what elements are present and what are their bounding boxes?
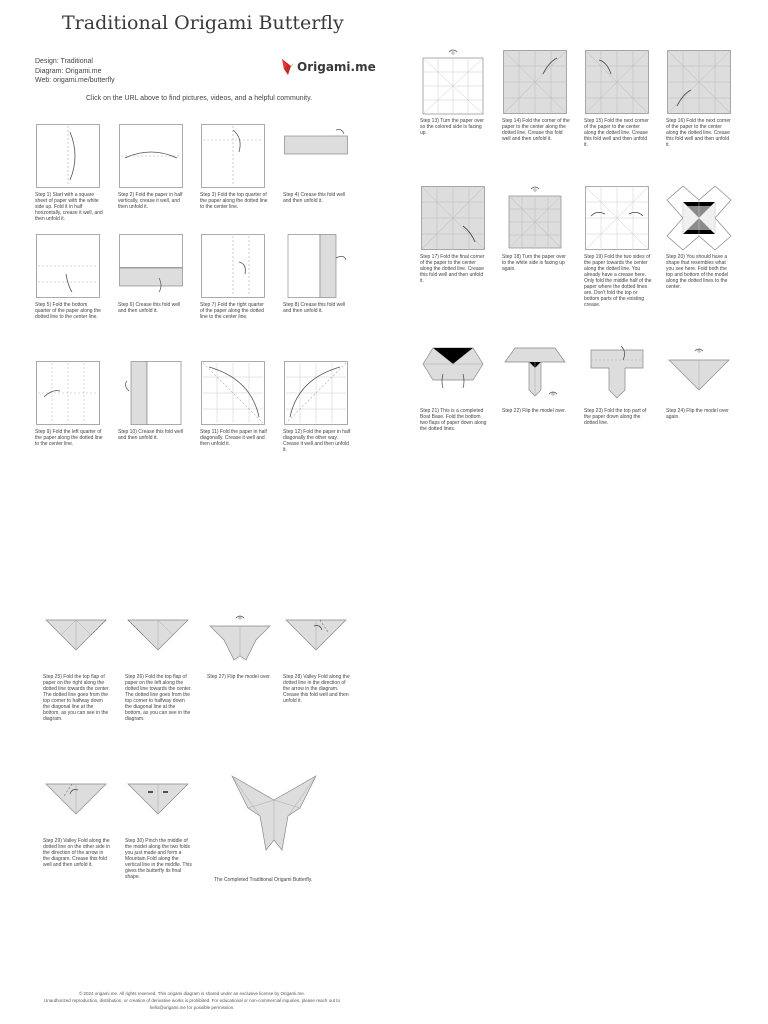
- step-11: [200, 361, 270, 447]
- design-credit: Design: Traditional: [35, 58, 93, 65]
- final-caption: The Completed Traditional Origami Butterfly.: [214, 877, 313, 883]
- step-4-caption: Step 4) Crease this fold well and then unfold it.: [283, 192, 346, 204]
- step-13-caption: Step 13) Turn the paper over so the colored side is facing up.: [420, 118, 484, 136]
- step-25: [43, 606, 113, 722]
- step-22: [502, 340, 572, 414]
- step-16-caption: Step 16) Fold the next corner of the paper to the center along the dotted line. Crease this fold well and then unfold it.: [666, 118, 731, 148]
- step-14-diagram: [503, 50, 567, 114]
- crane-logo-icon: [279, 57, 295, 77]
- step-10-diagram: [119, 361, 183, 425]
- step-24-diagram: [667, 340, 731, 404]
- step-30-diagram: [126, 770, 190, 834]
- step-1-caption: Step 1) Start with a square sheet of paper with the white side up. Fold it in half horizontally, crease it well, and then unfold it.: [35, 192, 103, 222]
- step-18-diagram: [503, 186, 567, 250]
- step-23-diagram: [585, 340, 649, 404]
- step-22-caption: Step 22) Flip the model over.: [502, 408, 566, 414]
- step-2-diagram: [119, 124, 183, 188]
- step-9-caption: Step 9) Fold the left quarter of the paper along the dotted line to the center line.: [35, 429, 103, 447]
- step-8-diagram: [284, 234, 348, 298]
- step-26: [125, 606, 195, 722]
- step-24: [666, 340, 736, 420]
- step-7-diagram: [201, 234, 265, 298]
- step-6: [118, 234, 188, 314]
- step-29-caption: Step 29) Valley Fold along the dotted line on the other side in the direction of the arrow in the diagram. Crease this fold well and then unfold it.: [43, 838, 110, 868]
- step-15-caption: Step 15) Fold the next corner of the paper to the center along the dotted line. Crease this fold well and then unfold it.: [584, 118, 649, 148]
- step-15: [584, 50, 654, 148]
- origami-me-logo[interactable]: [279, 57, 376, 77]
- step-20: [666, 186, 736, 290]
- step-6-diagram: [119, 234, 183, 298]
- step-16: [666, 50, 736, 148]
- step-3-diagram: [201, 124, 265, 188]
- step-4: [283, 124, 353, 204]
- step-19: [584, 186, 654, 308]
- step-12: [283, 361, 353, 453]
- step-29: [43, 770, 113, 868]
- step-27-caption: Step 27) Flip the model over.: [207, 674, 271, 680]
- step-21-caption: Step 21) This is a completed Boat Base. Fold the bottom two flaps of paper down along the dotted lines.: [420, 408, 487, 432]
- web-link[interactable]: Web: origami.me/butterfly: [35, 77, 115, 84]
- step-13-diagram: [421, 50, 485, 114]
- step-5-diagram: [36, 234, 100, 298]
- step-11-caption: Step 11) Fold the paper in half diagonally. Crease it well and then unfold it.: [200, 429, 267, 447]
- copyright-line: © 2024 origami.me. All rights reserved. This origami diagram is shared under an exclusive license by Origami.me.: [78, 991, 306, 996]
- step-26-diagram: [126, 606, 190, 670]
- step-17-caption: Step 17) Fold the final corner of the paper to the center along the dotted line. Crease this fold well and then unfold it.: [420, 254, 485, 284]
- step-11-diagram: [201, 361, 265, 425]
- step-18: [502, 186, 572, 272]
- step-25-caption: Step 25) Fold the top flap of paper on the right along the dotted line towards the center. The dotted line goes from the top corner to halfway down the diagonal line at the bottom, as you can see in the diagram.: [43, 674, 110, 722]
- step-13: [420, 50, 490, 136]
- contact-line: hello@origami.me for possible permission.: [149, 1005, 235, 1010]
- step-7: [200, 234, 270, 320]
- community-cta: Click on the URL above to find pictures, videos, and a helpful community.: [85, 95, 313, 102]
- step-8-caption: Step 8) Crease this fold well and then unfold it.: [283, 302, 346, 314]
- step-14-caption: Step 14) Fold the corner of the paper to the center along the dotted line. Crease this fold well and then unfold it.: [502, 118, 570, 142]
- step-25-diagram: [44, 606, 108, 670]
- page-title: Traditional Origami Butterfly: [62, 12, 344, 34]
- step-21-diagram: [421, 340, 485, 404]
- step-1-diagram: [36, 124, 100, 188]
- step-26-caption: Step 26) Fold the top flap of paper on the left along the dotted line towards the center. The dotted line goes from the top corner to halfway down the diagonal line at the bottom, as you can see in the diagram.: [125, 674, 192, 722]
- step-2-caption: Step 2) Fold the paper in half vertically, crease it well, and then unfold it.: [118, 192, 183, 210]
- license-line: Unauthorized reproduction, distribution, or creation of derivative works is prohibited. For educational or non-commercial inquiries, please reach out to: [44, 998, 340, 1003]
- step-30: [125, 770, 195, 880]
- step-7-caption: Step 7) Fold the right quarter of the paper along the dotted line to the center line.: [200, 302, 264, 320]
- step-28-diagram: [284, 606, 348, 670]
- step-12-caption: Step 12) Fold the paper in half diagonally the other way. Crease it well and then unfold it.: [283, 429, 351, 453]
- step-20-caption: Step 20) You should have a shape that resembles what you see here. Fold both the top and bottom of the model along the dotted lines to the center.: [666, 254, 729, 290]
- step-29-diagram: [44, 770, 108, 834]
- step-9: [35, 361, 105, 447]
- step-10-caption: Step 10) Crease this fold well and then unfold it.: [118, 429, 184, 441]
- step-20-diagram: [667, 186, 731, 250]
- step-28: [283, 606, 353, 704]
- step-17-diagram: [421, 186, 485, 250]
- step-3-caption: Step 3) Fold the top quarter of the paper along the dotted line to the center line.: [200, 192, 268, 210]
- step-8: [283, 234, 353, 314]
- step-17: [420, 186, 490, 284]
- step-21: [420, 340, 490, 432]
- step-5: [35, 234, 105, 320]
- step-22-diagram: [503, 340, 567, 404]
- step-14: [502, 50, 572, 142]
- step-3: [200, 124, 270, 210]
- step-9-diagram: [36, 361, 100, 425]
- step-6-caption: Step 6) Crease this fold well and then unfold it.: [118, 302, 181, 314]
- step-18-caption: Step 18) Turn the paper over to the white side is facing up again.: [502, 254, 566, 272]
- step-15-diagram: [585, 50, 649, 114]
- credits-block: [35, 57, 115, 86]
- step-30-caption: Step 30) Pinch the middle of the model along the two folds you just made and form a Mountain Fold along the vertical line in the middle. This gives the butterfly its final shape.: [125, 838, 192, 880]
- diagram-credit: Diagram: Origami.me: [35, 67, 102, 75]
- step-27: [207, 606, 277, 680]
- step-24-caption: Step 24) Flip the model over again.: [666, 408, 729, 420]
- step-12-diagram: [284, 361, 348, 425]
- step-5-caption: Step 5) Fold the bottom quarter of the paper along the dotted line to the center line.: [35, 302, 101, 320]
- step-19-diagram: [585, 186, 649, 250]
- step-23: [584, 340, 654, 426]
- step-4-diagram: [284, 124, 348, 188]
- step-19-caption: Step 19) Fold the two sides of the paper towards the center along the dotted line. You already have a crease here. Only fold the middle half of the paper where the dotted lines are. Don't fold the top or bottom parts of the existing crease.: [584, 254, 652, 308]
- completed-butterfly-diagram: [230, 774, 318, 854]
- step-1: [35, 124, 105, 222]
- step-10: [118, 361, 188, 441]
- step-23-caption: Step 23) Fold the top part of the paper down along the dotted line.: [584, 408, 647, 426]
- step-28-caption: Step 28) Valley Fold along the dotted line in the direction of the arrow in the diagram. Crease this fold well and then unfold it.: [283, 674, 350, 704]
- step-27-diagram: [208, 606, 272, 670]
- logo-text: Origami.me: [297, 60, 376, 74]
- footer: [0, 990, 384, 1011]
- step-16-diagram: [667, 50, 731, 114]
- step-2: [118, 124, 188, 210]
